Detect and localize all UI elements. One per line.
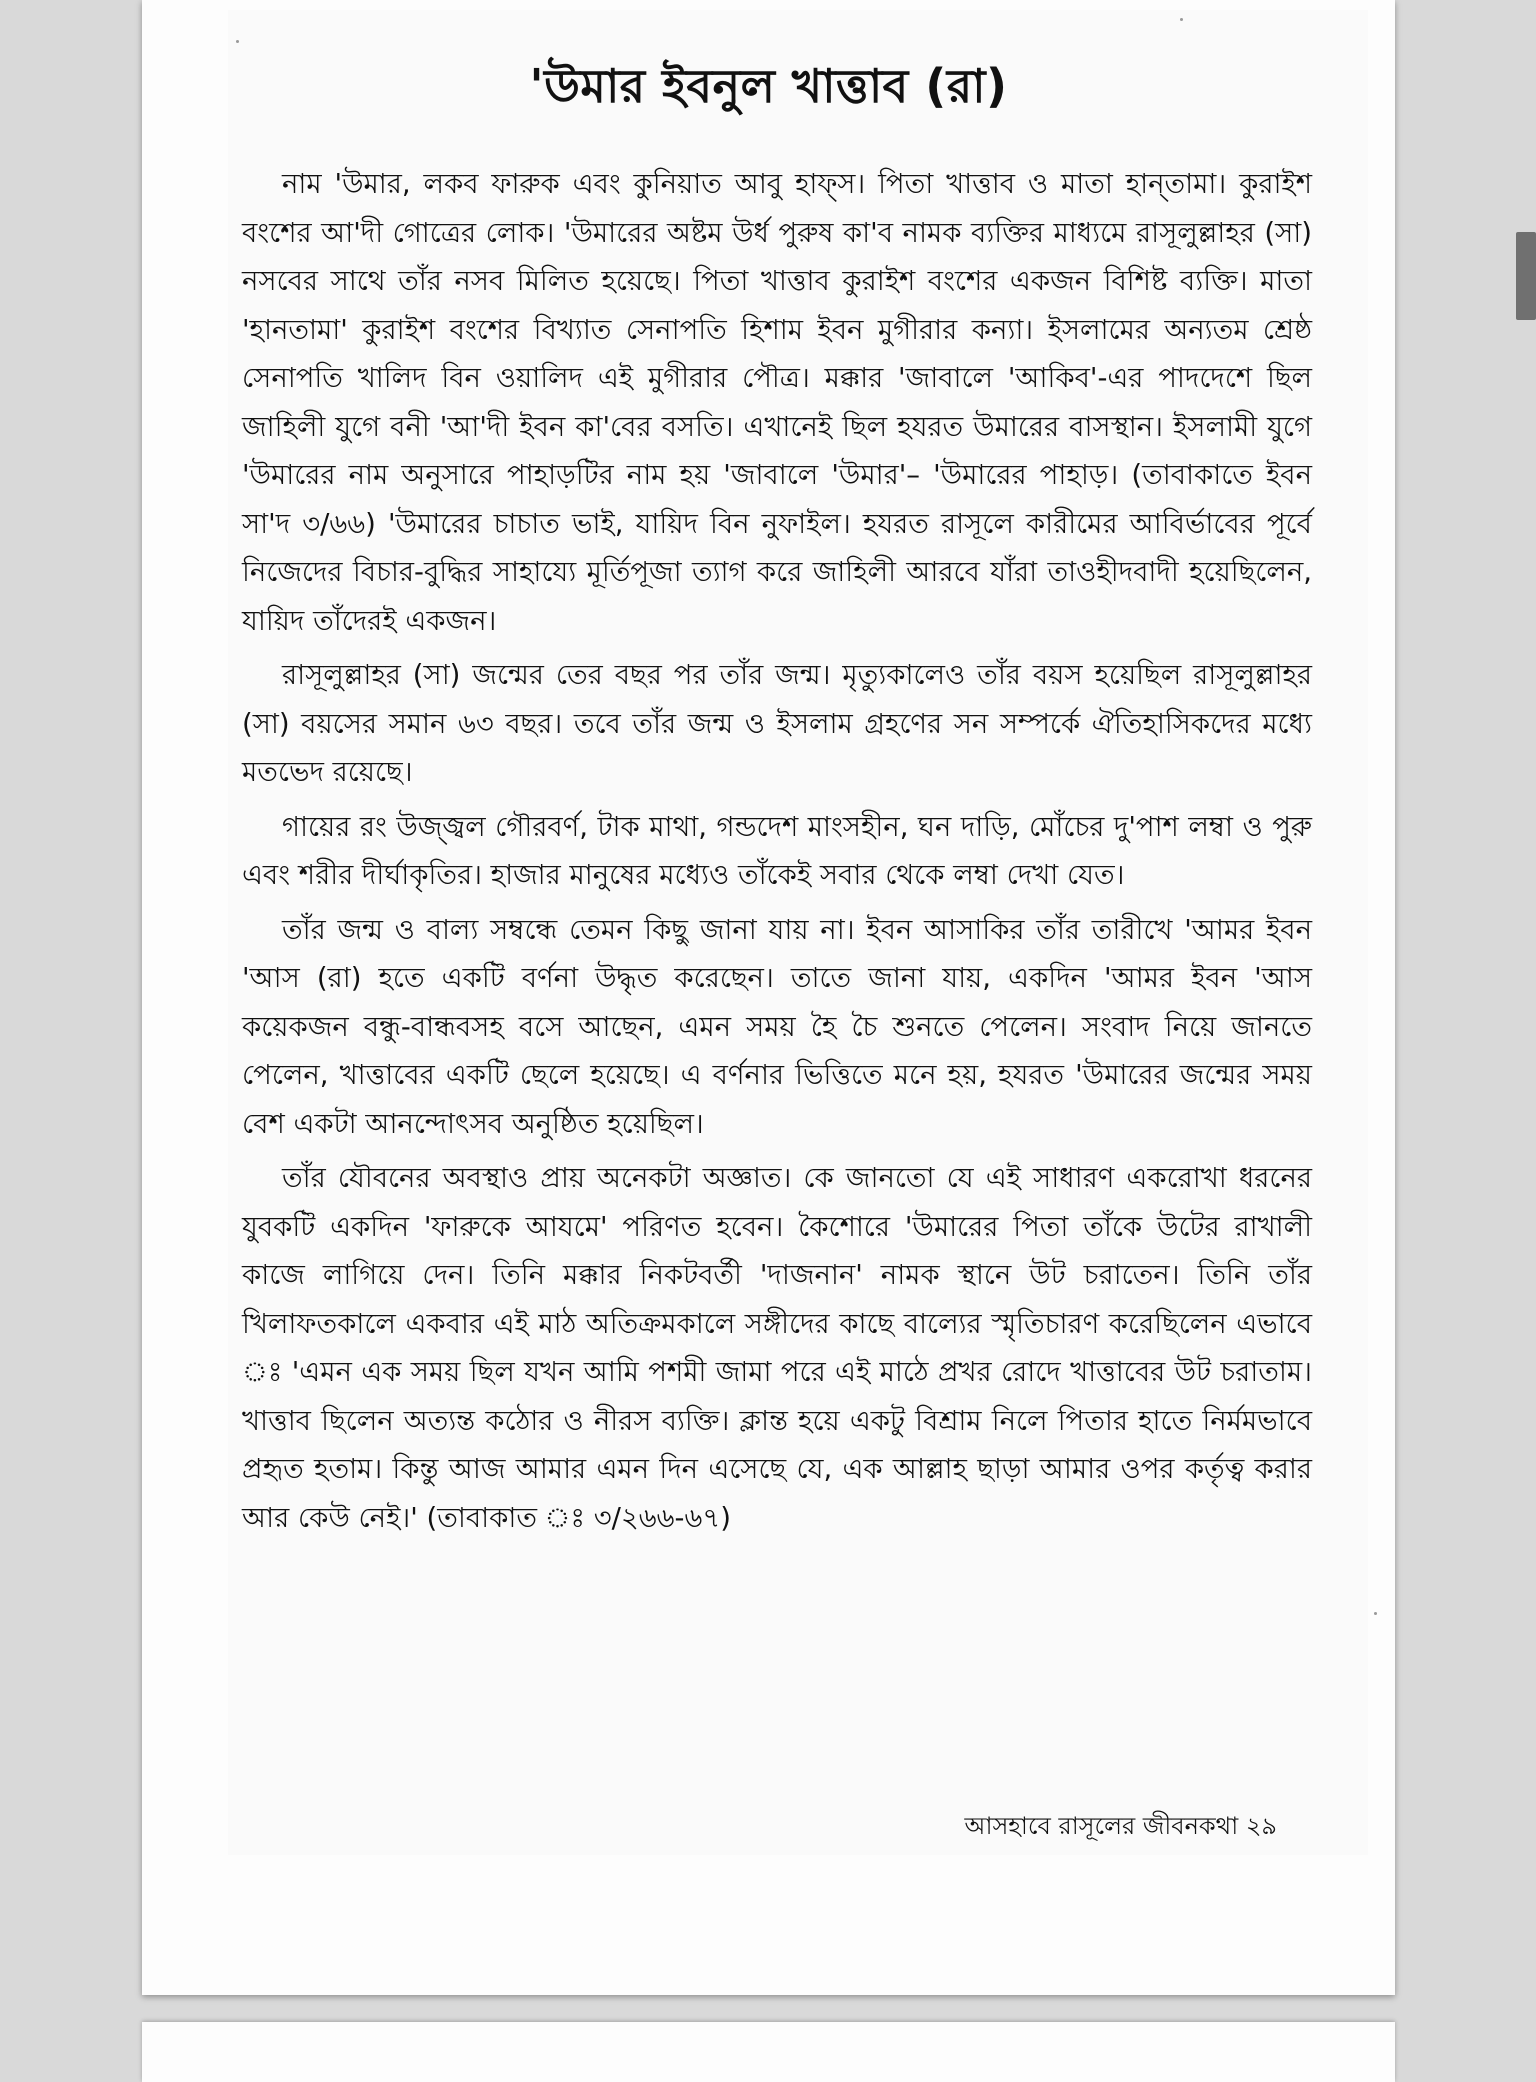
- scan-speck: [1180, 18, 1183, 21]
- scan-speck: [236, 40, 239, 43]
- paragraph-youth: তাঁর যৌবনের অবস্থাও প্রায় অনেকটা অজ্ঞাত। কে জানতো যে এই সাধারণ একরোখা ধরনের যুবকটি একদিন 'ফারুকে আযমে' পরিণত হবেন। কৈশোরে 'উমারের পিতা তাঁকে উটের রাখালী কাজে লাগিয়ে দেন। তিনি মক্কার নিকটবর্তী 'দাজনান' নামক স্থানে উট চরাতেন। তিনি তাঁর খিলাফতকালে একবার এই মাঠ অতিক্রমকালে সঙ্গীদের কাছে বাল্যের স্মৃতিচারণ করেছিলেন এভাবে ঃ 'এমন এক সময় ছিল যখন আমি পশমী জামা পরে এই মাঠে প্রখর রোদে খাত্তাবের উট চরাতাম। খাত্তাব ছিলেন অত্যন্ত কঠোর ও নীরস ব্যক্তি। ক্লান্ত হয়ে একটু বিশ্রাম নিলে পিতার হাতে নির্মমভাবে প্রহৃত হতাম। কিন্তু আজ আমার এমন দিন এসেছে যে, এক আল্লাহ ছাড়া আমার ওপর কর্তৃত্ব করার আর কেউ নেই।' (তাবাকাত ঃ ৩/২৬৬-৬৭): [242, 1162, 1312, 1534]
- paragraph-childhood: তাঁর জন্ম ও বাল্য সম্বন্ধে তেমন কিছু জানা যায় না। ইবন আসাকির তাঁর তারীখে 'আমর ইবন 'আস (রা) হতে একটি বর্ণনা উদ্ধৃত করেছেন। তাতে জানা যায়, একদিন 'আমর ইবন 'আস কয়েকজন বন্ধু-বান্ধবসহ বসে আছেন, এমন সময় হৈ চৈ শুনতে পেলেন। সংবাদ নিয়ে জানতে পেলেন, খাত্তাবের একটি ছেলে হয়েছে। এ বর্ণনার ভিত্তিতে মনে হয়, হযরত 'উমারের জন্মের সময় বেশ একটা আনন্দোৎসব অনুষ্ঠিত হয়েছিল।: [242, 913, 1312, 1140]
- paragraph-name-lineage: নাম 'উমার, লকব ফারুক এবং কুনিয়াত আবু হাফ্স। পিতা খাত্তাব ও মাতা হান্‌তামা। কুরাইশ বংশের আ'দী গোত্রের লোক। 'উমারের অষ্টম উর্ধ পুরুষ কা'ব নামক ব্যক্তির মাধ্যমে রাসূলুল্লাহর (সা) নসবের সাথে তাঁর নসব মিলিত হয়েছে। পিতা খাত্তাব কুরাইশ বংশের একজন বিশিষ্ট ব্যক্তি। মাতা 'হানতামা' কুরাইশ বংশের বিখ্যাত সেনাপতি হিশাম ইবন মুগীরার কন্যা। ইসলামের অন্যতম শ্রেষ্ঠ সেনাপতি খালিদ বিন ওয়ালিদ এই মুগীরার পৌত্র। মক্কার 'জাবালে 'আকিব'-এর পাদদেশে ছিল জাহিলী যুগে বনী 'আ'দী ইবন কা'বের বসতি। এখানেই ছিল হযরত উমারের বাসস্থান। ইসলামী যুগে 'উমারের নাম অনুসারে পাহাড়টির নাম হয় 'জাবালে 'উমার'– 'উমারের পাহাড়। (তাবাকাতে ইবন সা'দ ৩/৬৬) 'উমারের চাচাত ভাই, যায়িদ বিন নুফাইল। হযরত রাসূলে কারীমের আবির্ভাবের পূর্বে নিজেদের বিচার-বুদ্ধির সাহায্যে মূর্তিপূজা ত্যাগ করে জাহিলী আরবে যাঁরা তাওহীদবাদী হয়েছিলেন, যায়িদ তাঁদেরই একজন।: [242, 168, 1312, 637]
- paragraph-appearance: গায়ের রং উজ্জ্বল গৌরবর্ণ, টাক মাথা, গন্ডদেশ মাংসহীন, ঘন দাড়ি, মোঁচের দু'পাশ লম্বা ও পুরু এবং শরীর দীর্ঘাকৃতির। হাজার মানুষের মধ্যেও তাঁকেই সবার থেকে লম্বা দেখা যেত।: [242, 810, 1312, 891]
- document-page: [142, 0, 1395, 1995]
- chapter-title: 'উমার ইবনুল খাত্তাব (রা): [529, 59, 1008, 113]
- next-page-edge: [142, 2022, 1395, 2082]
- paragraph-birth: রাসূলুল্লাহর (সা) জন্মের তের বছর পর তাঁর জন্ম। মৃত্যুকালেও তাঁর বয়স হয়েছিল রাসূলুল্লাহর (সা) বয়সের সমান ৬৩ বছর। তবে তাঁর জন্ম ও ইসলাম গ্রহণের সন সম্পর্কে ঐতিহাসিকদের মধ্যে মতভেদ রয়েছে।: [242, 659, 1312, 788]
- page-footer: আসহাবে রাসূলের জীবনকথা ২৯: [964, 1812, 1277, 1840]
- scrollbar-thumb[interactable]: [1516, 232, 1536, 320]
- body-text: [242, 160, 1312, 1548]
- scan-speck: [1374, 1612, 1377, 1615]
